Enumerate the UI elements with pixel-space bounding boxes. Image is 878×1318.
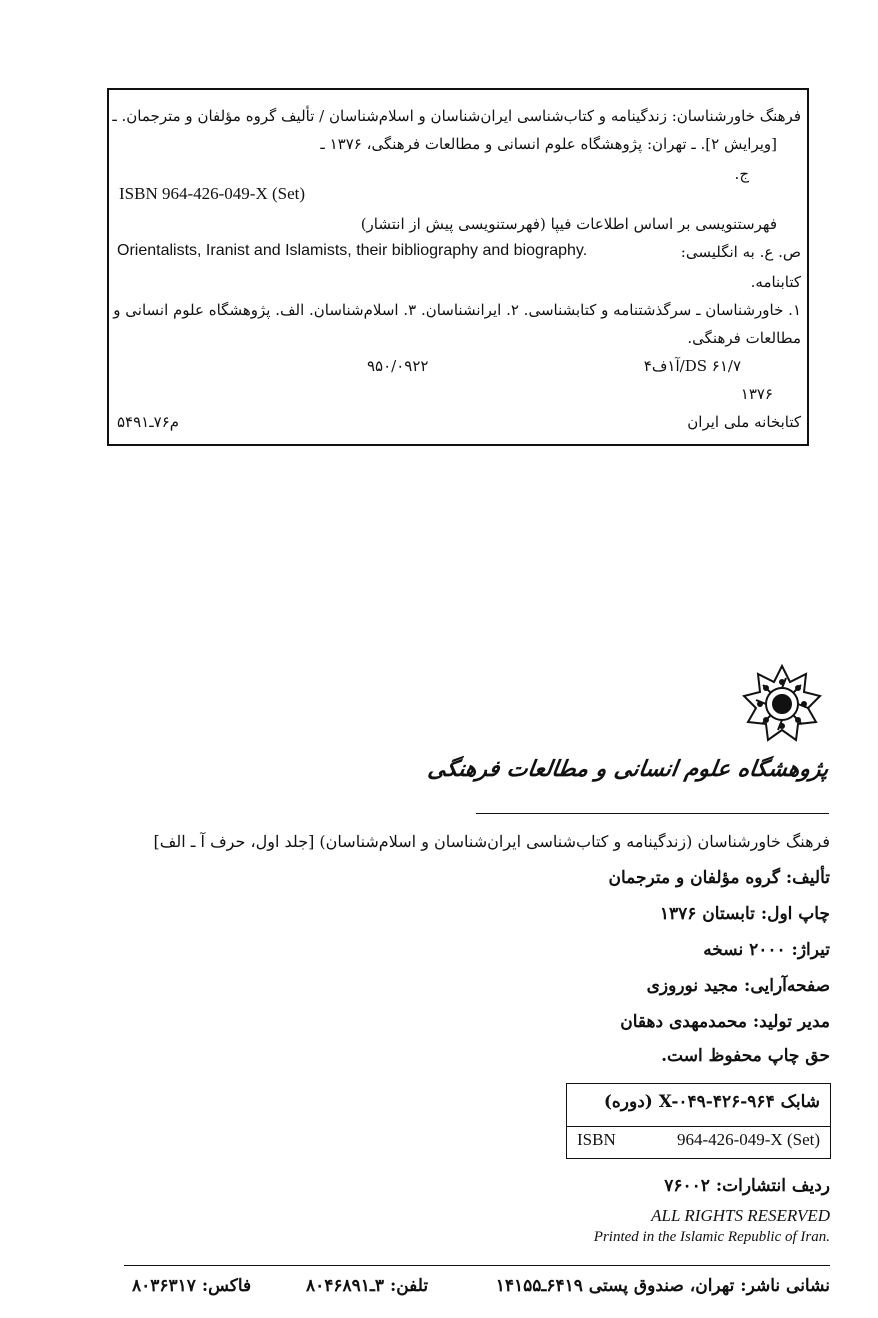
shabak: شابک X-۰۴۹-۴۲۶-۹۶۴ (دوره) [603,1092,820,1112]
cip-dewey: ۹۵۰/۰۹۲۲ [367,357,429,375]
cip-isbn: ISBN 964-426-049-X (Set) [119,184,306,203]
isbn-value: 964-426-049-X (Set) [676,1130,820,1149]
publisher-address: نشانی ناشر: تهران، صندوق پستی ۶۴۱۹ـ۱۴۱۵۵ [495,1276,830,1296]
book-edition: چاپ اول: تابستان ۱۳۷۶ [659,904,830,924]
footer-divider [124,1265,830,1266]
divider [476,813,829,814]
cip-bibliography: کتابنامه. [750,273,801,291]
cip-volumes: ج. [734,165,749,183]
cip-box [107,88,809,446]
printed-in-iran: Printed in the Islamic Republic of Iran. [593,1229,830,1245]
star-rosette-icon [740,662,824,746]
isbn-box [566,1083,831,1159]
isbn-label: ISBN [577,1130,616,1149]
institute-name: پژوهشگاه علوم انسانی و مطالعات فرهنگی [425,756,830,782]
book-title: فرهنگ خاورشناسان (زندگینامه و کتاب‌شناسی ایران‌شناسان و اسلام‌شناسان) [جلد اول، حرف آ ـ الف] [153,832,830,851]
publication-number: ردیف انتشارات: ۷۶۰۰۲ [664,1176,830,1196]
cip-title-line1: فرهنگ خاورشناسان: زندگینامه و کتاب‌شناسی ایران‌شناسان و اسلام‌شناسان / تألیف گروه مؤلفان و مترجمان. ـ [112,107,801,125]
cip-english-title: Orientalists, Iranist and Islamists, their bibliography and biography. [117,242,588,259]
cip-lc-class: DS ۶۱/۷/آ۱ف۴ [643,357,741,375]
book-production: مدیر تولید: محمدمهدی دهقان [620,1012,830,1032]
publisher-fax: فاکس: ۸۰۳۶۳۱۷ [132,1276,252,1296]
book-layout: صفحه‌آرایی: مجید نوروزی [646,976,830,996]
cip-fipa-note: فهرستنویسی بر اساس اطلاعات فیپا (فهرستنویسی پیش از انتشار) [360,215,777,233]
cip-subjects-line2: مطالعات فرهنگی. [687,329,801,347]
cip-library-number: م۷۶ـ۵۴۹۱ [117,413,180,431]
isbn-box-separator [567,1126,830,1127]
book-print-run: تیراژ: ۲۰۰۰ نسخه [703,940,830,960]
book-copyright: حق چاپ محفوظ است. [661,1046,830,1066]
cip-year: ۱۳۷۶ [740,385,773,403]
publisher-phone: تلفن: ۳ـ۸۰۴۶۸۹۱ [306,1276,429,1296]
cip-library: کتابخانه ملی ایران [687,413,801,431]
all-rights-reserved: ALL RIGHTS RESERVED [651,1206,830,1225]
cip-title-line2: [ویرایش ۲]. ـ تهران: پژوهشگاه علوم انسانی و مطالعات فرهنگی، ۱۳۷۶ ـ [320,135,777,153]
isbn-row [577,1130,820,1150]
cip-english-prefix: ص. ع. به انگلیسی: [680,243,801,261]
cip-subjects-line1: ۱. خاورشناسان ـ سرگذشتنامه و کتابشناسی. ۲. ایرانشناسان. ۳. اسلام‌شناسان. الف. پژوهشگاه علوم انسانی و [113,301,801,319]
book-author: تألیف: گروه مؤلفان و مترجمان [608,868,830,888]
